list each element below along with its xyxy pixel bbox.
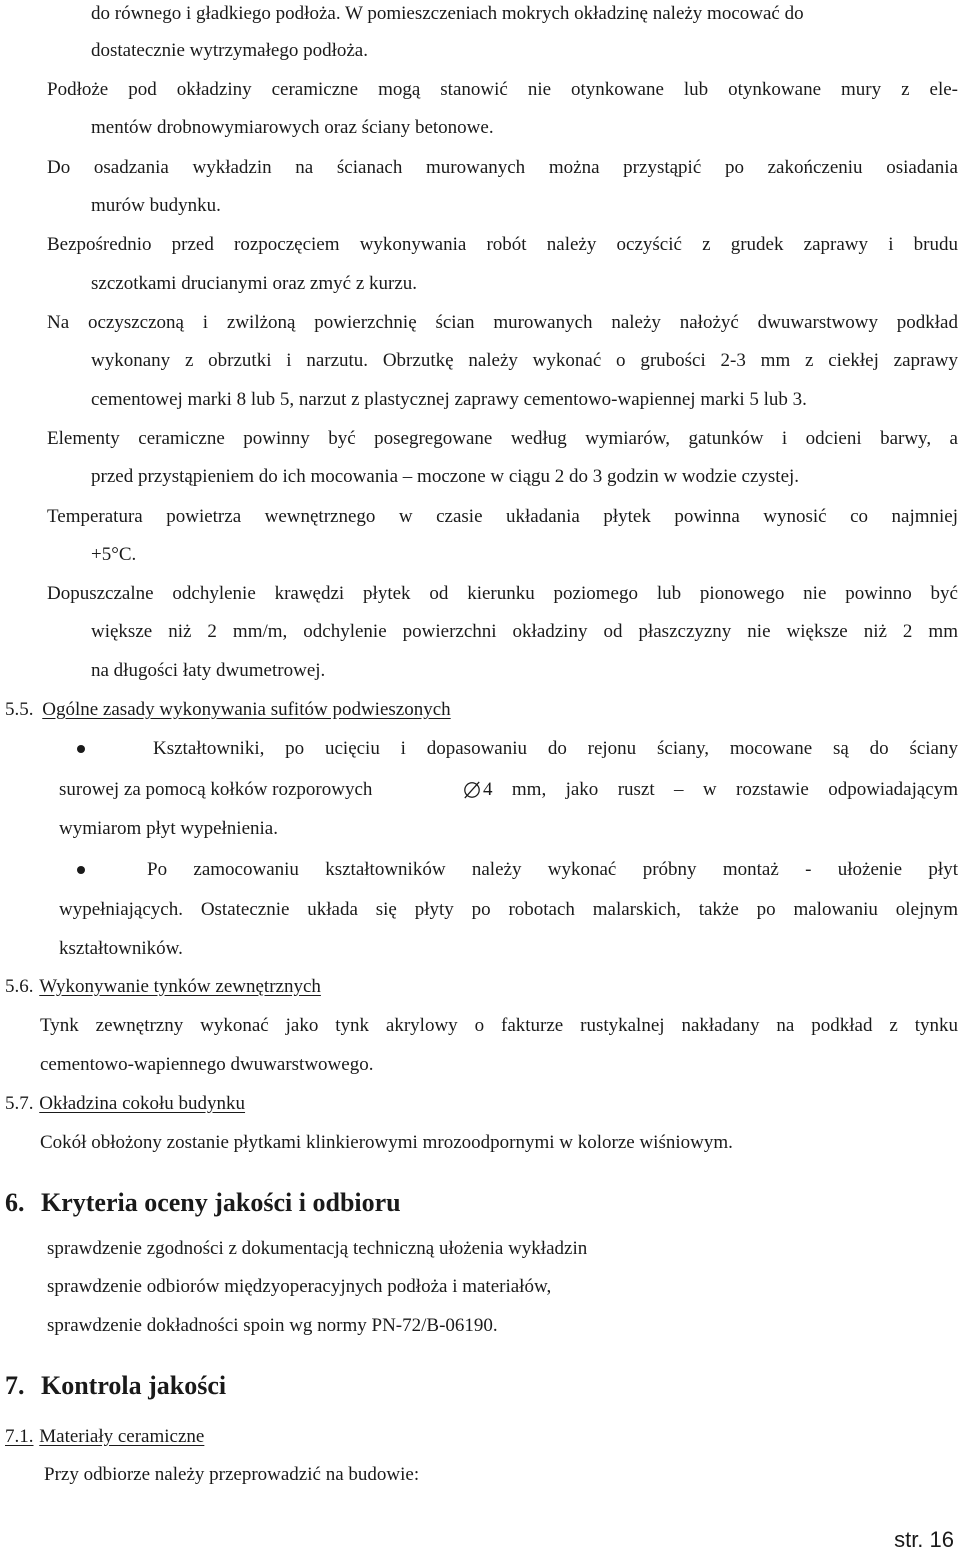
paragraph-line: Do osadzania wykładzin na ścianach murowanych można przystąpić po zakończeniu osiadania xyxy=(47,157,958,178)
chapter-title: Kontrola jakości xyxy=(41,1371,227,1400)
chapter-title: Kryteria oceny jakości i odbioru xyxy=(41,1188,401,1217)
paragraph-line: Cokół obłożony zostanie płytkami klinkierowymi mrozoodpornymi w kolorze wiśniowym. xyxy=(40,1132,733,1153)
paragraph-line: Bezpośrednio przed rozpoczęciem wykonywania robót należy oczyścić z grudek zaprawy i brudu xyxy=(47,234,958,255)
criteria-item: sprawdzenie odbiorów międzyoperacyjnych podłoża i materiałów, xyxy=(47,1276,552,1297)
bullet-line: wypełniających. Ostatecznie układa się płyty po robotach malarskich, także po malowaniu olejnym xyxy=(59,899,958,920)
criteria-item: sprawdzenie zgodności z dokumentacją techniczną ułożenia wykładzin xyxy=(47,1238,588,1259)
paragraph-line: +5°C. xyxy=(91,544,137,565)
section-heading xyxy=(5,699,451,721)
paragraph-line: Dopuszczalne odchylenie krawędzi płytek od kierunku poziomego lub pionowego nie powinno być xyxy=(47,583,958,604)
bullet-icon xyxy=(77,866,85,874)
paragraph-line: szczotkami drucianymi oraz zmyć z kurzu. xyxy=(91,273,418,294)
section-heading xyxy=(5,976,321,998)
paragraph-line: Temperatura powietrza wewnętrznego w czasie układania płytek powinna wynosić co najmniej xyxy=(47,506,958,527)
section-title: Ogólne zasady wykonywania sufitów podwieszonych xyxy=(42,699,451,720)
diameter-icon xyxy=(463,781,481,799)
paragraph-line: większe niż 2 mm/m, odchylenie powierzchni okładziny od płaszczyzny nie większe niż 2 mm xyxy=(91,621,958,642)
paragraph-line: murów budynku. xyxy=(91,195,221,216)
bullet-line: kształtowników. xyxy=(59,938,183,959)
chapter-heading xyxy=(5,1371,226,1401)
bullet-line xyxy=(59,779,958,801)
section-title: Wykonywanie tynków zewnętrznych xyxy=(39,976,321,997)
chapter-number: 6. xyxy=(5,1188,25,1217)
paragraph-line: Na oczyszczoną i zwilżoną powierzchnię ścian murowanych należy nałożyć dwuwarstwowy podkład xyxy=(47,312,958,333)
criteria-item: sprawdzenie dokładności spoin wg normy PN-72/B-06190. xyxy=(47,1315,498,1336)
bullet-line: Kształtowniki, po ucięciu i dopasowaniu do rejonu ściany, mocowane są do ściany xyxy=(153,738,958,759)
section-number: 5.7. xyxy=(5,1093,34,1114)
paragraph-line: na długości łaty dwumetrowej. xyxy=(91,660,326,681)
paragraph-line: cementowej marki 8 lub 5, narzut z plastycznej zaprawy cementowo-wapiennej marki 5 lub 3. xyxy=(91,389,807,410)
bullet-text-part: 4 mm, jako ruszt – w rozstawie odpowiadającym xyxy=(483,779,958,800)
paragraph-line: Przy odbiorze należy przeprowadzić na budowie: xyxy=(44,1464,420,1485)
bullet-icon xyxy=(77,745,85,753)
chapter-number: 7. xyxy=(5,1371,25,1400)
section-heading xyxy=(5,1093,245,1115)
paragraph-line: do równego i gładkiego podłoża. W pomieszczeniach mokrych okładzinę należy mocować do xyxy=(91,3,804,24)
paragraph-line: cementowo-wapiennego dwuwarstwowego. xyxy=(40,1054,374,1075)
page-number: str. 16 xyxy=(894,1527,954,1552)
paragraph-line: wykonany z obrzutki i narzutu. Obrzutkę należy wykonać o grubości 2-3 mm z ciekłej zaprawy xyxy=(91,350,958,371)
paragraph-line: Podłoże pod okładziny ceramiczne mogą stanowić nie otynkowane lub otynkowane mury z ele- xyxy=(47,79,958,100)
section-title: Okładzina cokołu budynku xyxy=(39,1093,246,1114)
section-number: 5.6. xyxy=(5,976,34,997)
chapter-heading xyxy=(5,1188,401,1218)
bullet-line: wymiarom płyt wypełnienia. xyxy=(59,818,278,839)
section-heading xyxy=(5,1426,204,1448)
section-title: Materiały ceramiczne xyxy=(39,1426,205,1447)
paragraph-line: Elementy ceramiczne powinny być posegregowane według wymiarów, gatunków i odcieni barwy, a xyxy=(47,428,958,449)
section-number: 7.1. xyxy=(5,1426,34,1447)
section-number: 5.5. xyxy=(5,699,34,720)
paragraph-line: przed przystąpieniem do ich mocowania – moczone w ciągu 2 do 3 godzin w wodzie czystej. xyxy=(91,466,800,487)
bullet-text-part: surowej za pomocą kołków rozporowych xyxy=(59,779,373,800)
paragraph-line: Tynk zewnętrzny wykonać jako tynk akrylowy o fakturze rustykalnej nakładany na podkład z tynku xyxy=(40,1015,958,1036)
paragraph-line: dostatecznie wytrzymałego podłoża. xyxy=(91,40,368,61)
bullet-line: Po zamocowaniu kształtowników należy wykonać próbny montaż - ułożenie płyt xyxy=(147,859,958,880)
paragraph-line: mentów drobnowymiarowych oraz ściany betonowe. xyxy=(91,117,494,138)
